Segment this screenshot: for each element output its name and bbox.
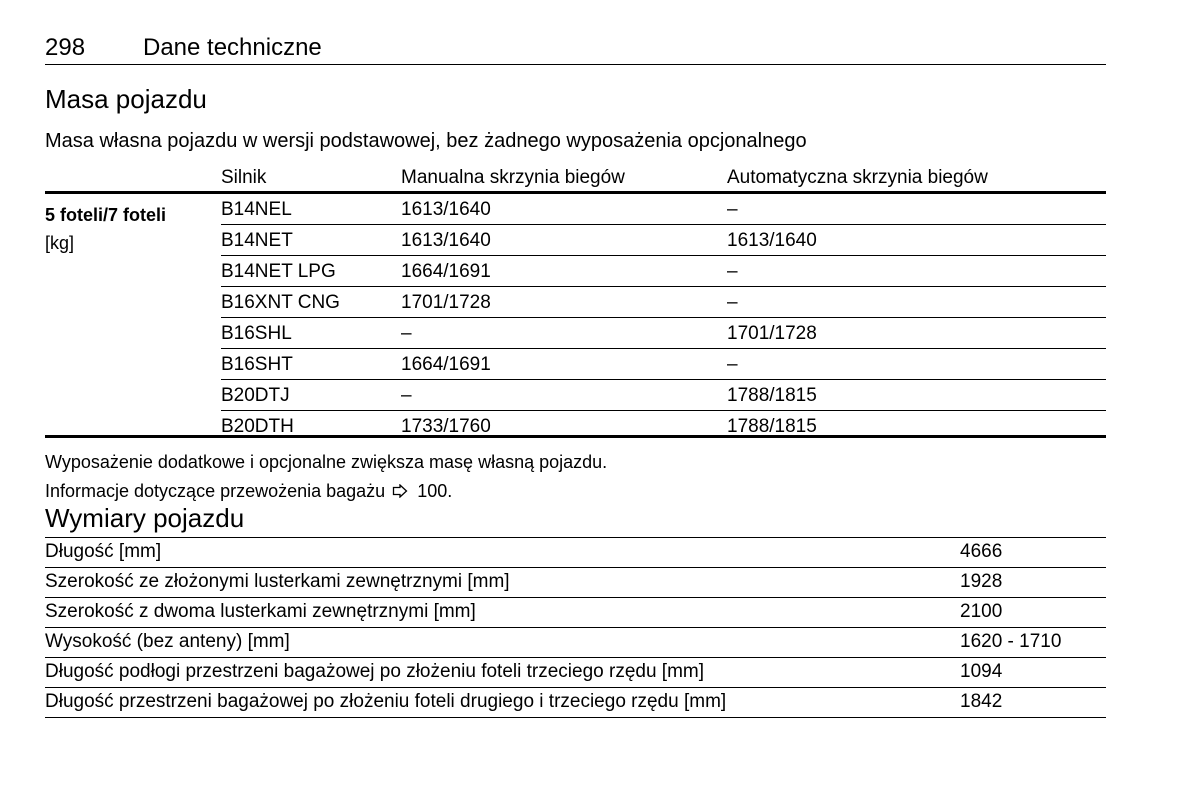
table-row: [221, 380, 1106, 411]
table-row: [45, 658, 1106, 688]
page-reference-link[interactable]: 100.: [417, 481, 453, 501]
dimension-label: Długość podłogi przestrzeni bagażowej po złożeniu foteli trzeciego rzędu [mm]: [45, 661, 705, 682]
engine-cell: B20DTH: [221, 416, 294, 437]
mass-table-body: [45, 194, 1106, 438]
engine-cell: B16SHL: [221, 323, 292, 344]
table-row: [221, 349, 1106, 380]
mass-table-header: [45, 163, 1106, 194]
manual-cell: 1613/1640: [401, 230, 491, 251]
engine-cell: B14NET: [221, 230, 293, 251]
luggage-note-text: Informacje dotyczące przewożenia bagażu: [45, 481, 386, 501]
column-header-engine: Silnik: [221, 167, 267, 188]
automatic-cell: 1788/1815: [727, 385, 817, 406]
unit-label: [kg]: [45, 233, 75, 253]
table-row: [221, 318, 1106, 349]
dimensions-heading: Wymiary pojazdu: [45, 503, 245, 533]
table-row: [221, 287, 1106, 318]
engine-cell: B16XNT CNG: [221, 292, 340, 313]
dimension-value: 2100: [960, 601, 1003, 622]
table-row: [45, 568, 1106, 598]
equipment-note: Wyposażenie dodatkowe i opcjonalne zwiększa masę własną pojazdu.: [45, 452, 608, 472]
dimension-label: Szerokość ze złożonymi lusterkami zewnętrznymi [mm]: [45, 571, 510, 592]
dimension-value: 1842: [960, 691, 1003, 712]
table-row: [221, 225, 1106, 256]
automatic-cell: 1613/1640: [727, 230, 817, 251]
automatic-cell: –: [727, 199, 738, 220]
table-row: [45, 598, 1106, 628]
table-row: [45, 628, 1106, 658]
table-row: [221, 194, 1106, 225]
automatic-cell: 1788/1815: [727, 416, 817, 437]
automatic-cell: –: [727, 261, 738, 282]
luggage-note: [45, 479, 452, 503]
engine-cell: B16SHT: [221, 354, 293, 375]
mass-table: [45, 163, 1106, 438]
column-header-automatic: Automatyczna skrzynia biegów: [727, 167, 988, 188]
dimension-label: Długość przestrzeni bagażowej po złożeniu foteli drugiego i trzeciego rzędu [mm]: [45, 691, 727, 712]
dimensions-table: [45, 537, 1106, 718]
dimension-value: 1620 - 1710: [960, 631, 1062, 652]
manual-cell: 1664/1691: [401, 354, 491, 375]
dimension-label: Szerokość z dwoma lusterkami zewnętrznymi [mm]: [45, 601, 476, 622]
row-group-label: [45, 201, 166, 257]
automatic-cell: 1701/1728: [727, 323, 817, 344]
manual-cell: –: [401, 323, 412, 344]
manual-cell: 1733/1760: [401, 416, 491, 437]
table-row: [45, 538, 1106, 568]
mass-heading: Masa pojazdu: [45, 84, 207, 114]
automatic-cell: –: [727, 354, 738, 375]
seats-label: 5 foteli/7 foteli: [45, 205, 167, 225]
dimension-value: 1094: [960, 661, 1003, 682]
dimension-value: 1928: [960, 571, 1003, 592]
dimension-value: 4666: [960, 541, 1003, 562]
mass-subtitle: Masa własna pojazdu w wersji podstawowej, bez żadnego wyposażenia opcjonalnego: [45, 130, 807, 152]
manual-cell: –: [401, 385, 412, 406]
table-row: [221, 411, 1106, 441]
manual-cell: 1701/1728: [401, 292, 491, 313]
engine-cell: B14NEL: [221, 199, 292, 220]
engine-cell: B14NET LPG: [221, 261, 336, 282]
manual-cell: 1664/1691: [401, 261, 491, 282]
column-header-manual: Manualna skrzynia biegów: [401, 167, 625, 188]
page-header: [45, 34, 1106, 65]
page-reference-arrow-icon: [392, 484, 408, 498]
automatic-cell: –: [727, 292, 738, 313]
dimension-label: Wysokość (bez anteny) [mm]: [45, 631, 290, 652]
section-title: Dane techniczne: [143, 34, 322, 61]
page-number: 298: [45, 34, 86, 61]
manual-cell: 1613/1640: [401, 199, 491, 220]
engine-cell: B20DTJ: [221, 385, 290, 406]
dimension-label: Długość [mm]: [45, 541, 162, 562]
mass-rows: [221, 194, 1106, 441]
table-row: [221, 256, 1106, 287]
table-row: [45, 688, 1106, 718]
